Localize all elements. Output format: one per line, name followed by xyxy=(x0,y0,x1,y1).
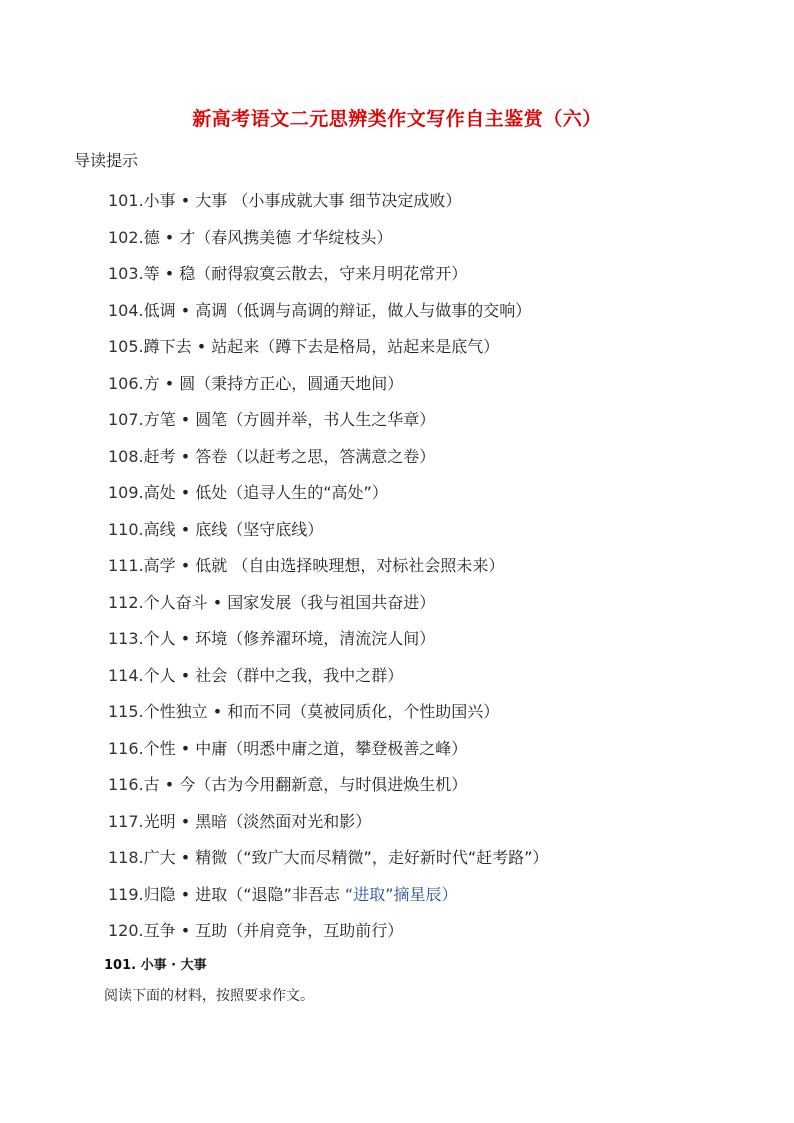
toc-item xyxy=(108,809,548,846)
toc-item xyxy=(108,334,548,371)
toc-item xyxy=(108,918,548,955)
toc-text: 高处 • 低处（追寻人生的“高处”） xyxy=(143,483,388,502)
toc-item xyxy=(108,480,548,517)
toc-number: 106. xyxy=(108,373,144,393)
toc-text: 小事 • 大事 （小事成就大事 细节决定成败） xyxy=(143,191,462,210)
toc-text: 个人 • 环境（修养濯环境，清流浣人间） xyxy=(143,629,436,648)
toc-number: 119. xyxy=(108,884,144,904)
table-of-contents xyxy=(108,188,548,955)
section-heading: 101. 小事 · 大事 xyxy=(104,958,207,973)
toc-text: 等 • 稳（耐得寂寞云散去，守来月明花常开） xyxy=(143,264,468,283)
toc-item xyxy=(108,188,548,225)
intro-heading: 导读提示 xyxy=(74,151,139,170)
toc-number: 108. xyxy=(108,446,144,466)
toc-number: 116. xyxy=(108,738,144,758)
toc-number: 117. xyxy=(108,811,144,831)
toc-number: 102. xyxy=(108,227,144,247)
toc-number: 109. xyxy=(108,483,144,502)
toc-number: 107. xyxy=(108,410,144,429)
toc-text: 方 • 圆（秉持方正心，圆通天地间） xyxy=(143,373,404,393)
toc-number: 101. xyxy=(108,191,144,210)
toc-item xyxy=(108,590,548,627)
section-body: 阅读下面的材料，按照要求作文。 xyxy=(104,988,314,1004)
toc-item xyxy=(108,772,548,809)
toc-item xyxy=(108,882,548,919)
toc-number: 103. xyxy=(108,264,144,283)
toc-number: 105. xyxy=(108,337,144,356)
toc-text: 广大 • 精微（“致广大而尽精微”，走好新时代“赶考路”） xyxy=(143,848,549,867)
toc-text: 光明 • 黑暗（淡然面对光和影） xyxy=(143,811,372,831)
toc-number: 115. xyxy=(108,702,144,721)
toc-item xyxy=(108,553,548,590)
toc-item xyxy=(108,517,548,554)
toc-number: 114. xyxy=(108,665,144,685)
toc-text: 蹲下去 • 站起来（蹲下去是格局，站起来是底气） xyxy=(143,337,500,356)
toc-item xyxy=(108,261,548,298)
document-title: 新高考语文二元思辨类作文写作自主鉴赏（六） xyxy=(192,108,602,130)
toc-text: 个性独立 • 和而不同（莫被同质化，个性助国兴） xyxy=(143,702,500,721)
toc-number: 116. xyxy=(108,775,144,794)
toc-item xyxy=(108,407,548,444)
toc-item xyxy=(108,225,548,262)
toc-number: 110. xyxy=(108,519,144,539)
toc-text: 高线 • 底线（坚守底线） xyxy=(143,519,324,539)
toc-text: 古 • 今（古为今用翻新意，与时俱进焕生机） xyxy=(143,775,468,794)
toc-text: 归隐 • 进取（“退隐”非吾志 xyxy=(143,884,345,904)
toc-item xyxy=(108,444,548,481)
toc-number: 104. xyxy=(108,300,144,320)
toc-item xyxy=(108,663,548,700)
toc-item xyxy=(108,736,548,773)
toc-number: 120. xyxy=(108,921,144,940)
toc-number: 112. xyxy=(108,592,144,612)
toc-item xyxy=(108,699,548,736)
toc-item xyxy=(108,298,548,335)
toc-item xyxy=(108,626,548,663)
toc-text-highlight: “进取”摘星辰） xyxy=(344,884,458,904)
toc-text: 个人奋斗 • 国家发展（我与祖国共奋进） xyxy=(143,592,436,612)
toc-item xyxy=(108,371,548,408)
toc-item xyxy=(108,845,548,882)
toc-text: 个性 • 中庸（明悉中庸之道，攀登极善之峰） xyxy=(143,738,468,758)
toc-number: 118. xyxy=(108,848,144,867)
toc-text: 赶考 • 答卷（以赶考之思，答满意之卷） xyxy=(143,446,436,466)
toc-text: 个人 • 社会（群中之我，我中之群） xyxy=(143,665,404,685)
toc-text: 高学 • 低就 （自由选择映理想，对标社会照未来） xyxy=(143,556,505,575)
toc-text: 方笔 • 圆笔（方圆并举，书人生之华章） xyxy=(143,410,436,429)
toc-number: 111. xyxy=(108,556,144,575)
toc-number: 113. xyxy=(108,629,144,648)
toc-text: 德 • 才（春风携美德 才华绽枝头） xyxy=(143,227,393,247)
toc-text: 低调 • 高调（低调与高调的辩证，做人与做事的交响） xyxy=(143,300,532,320)
toc-text: 互争 • 互助（并肩竞争，互助前行） xyxy=(143,921,404,940)
